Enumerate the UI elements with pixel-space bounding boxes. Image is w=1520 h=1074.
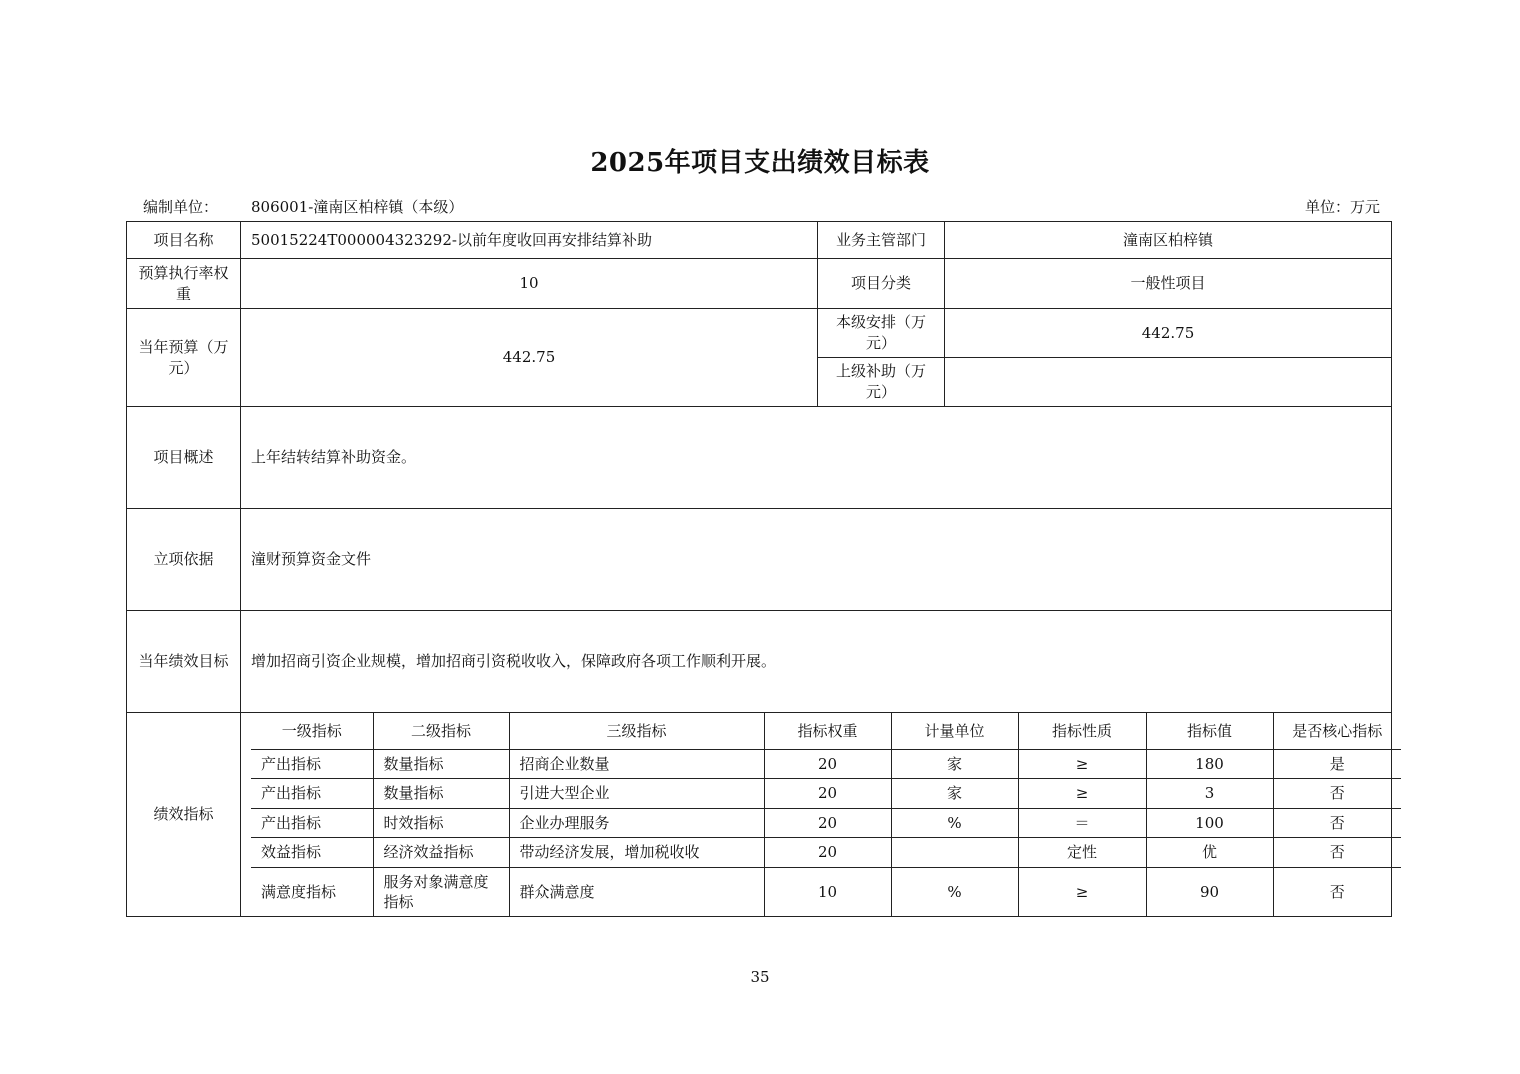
category-value: 一般性项目 — [945, 259, 1392, 309]
table-row — [251, 749, 1401, 778]
overview-value: 上年结转结算补助资金。 — [241, 407, 1392, 509]
cell-level1: 产出指标 — [251, 778, 373, 808]
cell-weight: 20 — [764, 778, 891, 808]
indicators-table — [251, 713, 1401, 916]
cell-unit: % — [891, 808, 1018, 837]
unit-value: 806001-潼南区柏梓镇（本级） — [251, 198, 464, 216]
table-row — [251, 808, 1401, 837]
cell-unit: % — [891, 867, 1018, 916]
indicators-label: 绩效指标 — [127, 713, 241, 917]
cell-level2: 数量指标 — [373, 749, 509, 778]
unit-label: 编制单位： — [143, 198, 219, 216]
cell-nature: ＝ — [1018, 808, 1146, 837]
cell-level3: 招商企业数量 — [509, 749, 764, 778]
cell-unit: 家 — [891, 778, 1018, 808]
cell-level3: 带动经济发展，增加税收收 — [509, 837, 764, 867]
cell-weight: 10 — [764, 867, 891, 916]
page-number: 35 — [750, 968, 770, 986]
basis-value: 潼财预算资金文件 — [241, 509, 1392, 611]
header-nature: 指标性质 — [1018, 713, 1146, 749]
cell-core: 是 — [1273, 749, 1401, 778]
cell-core: 否 — [1273, 837, 1401, 867]
cell-unit: 家 — [891, 749, 1018, 778]
header-core: 是否核心指标 — [1273, 713, 1401, 749]
cell-value: 优 — [1146, 837, 1273, 867]
cell-core: 否 — [1273, 808, 1401, 837]
cell-nature: ≥ — [1018, 778, 1146, 808]
performance-table — [126, 221, 1392, 917]
cell-level2: 服务对象满意度指标 — [373, 867, 509, 916]
cell-level3: 群众满意度 — [509, 867, 764, 916]
table-row — [251, 867, 1401, 916]
dept-label: 业务主管部门 — [818, 222, 945, 259]
indicators-cell — [241, 713, 1392, 917]
cell-weight: 20 — [764, 837, 891, 867]
cell-level1: 满意度指标 — [251, 867, 373, 916]
cell-unit — [891, 837, 1018, 867]
table-row — [251, 837, 1401, 867]
cell-nature: ≥ — [1018, 749, 1146, 778]
cell-value: 100 — [1146, 808, 1273, 837]
cell-weight: 20 — [764, 808, 891, 837]
weight-value: 10 — [241, 259, 818, 309]
local-label: 本级安排（万元） — [818, 309, 945, 358]
currency-label: 单位：万元 — [1304, 198, 1380, 216]
budget-label: 当年预算（万元） — [127, 309, 241, 407]
cell-nature: 定性 — [1018, 837, 1146, 867]
upper-label: 上级补助（万元） — [818, 358, 945, 407]
cell-level2: 数量指标 — [373, 778, 509, 808]
cell-level1: 效益指标 — [251, 837, 373, 867]
header-value: 指标值 — [1146, 713, 1273, 749]
header-unit: 计量单位 — [891, 713, 1018, 749]
header-weight: 指标权重 — [764, 713, 891, 749]
goal-value: 增加招商引资企业规模，增加招商引资税收收入，保障政府各项工作顺利开展。 — [241, 611, 1392, 713]
cell-value: 180 — [1146, 749, 1273, 778]
budget-value: 442.75 — [241, 309, 818, 407]
goal-label: 当年绩效目标 — [127, 611, 241, 713]
dept-value: 潼南区柏梓镇 — [945, 222, 1392, 259]
project-name-value: 50015224T000004323292-以前年度收回再安排结算补助 — [241, 222, 818, 259]
cell-core: 否 — [1273, 867, 1401, 916]
local-value: 442.75 — [945, 309, 1392, 358]
overview-label: 项目概述 — [127, 407, 241, 509]
cell-level1: 产出指标 — [251, 808, 373, 837]
cell-core: 否 — [1273, 778, 1401, 808]
cell-level2: 经济效益指标 — [373, 837, 509, 867]
header-level3: 三级指标 — [509, 713, 764, 749]
weight-label: 预算执行率权重 — [127, 259, 241, 309]
project-name-label: 项目名称 — [127, 222, 241, 259]
cell-level3: 引进大型企业 — [509, 778, 764, 808]
cell-value: 90 — [1146, 867, 1273, 916]
indicators-header-row — [251, 713, 1401, 749]
cell-level2: 时效指标 — [373, 808, 509, 837]
upper-value — [945, 358, 1392, 407]
header-level2: 二级指标 — [373, 713, 509, 749]
cell-weight: 20 — [764, 749, 891, 778]
cell-nature: ≥ — [1018, 867, 1146, 916]
cell-level1: 产出指标 — [251, 749, 373, 778]
table-row — [251, 778, 1401, 808]
header-level1: 一级指标 — [251, 713, 373, 749]
cell-level3: 企业办理服务 — [509, 808, 764, 837]
category-label: 项目分类 — [818, 259, 945, 309]
cell-value: 3 — [1146, 778, 1273, 808]
page-title: 2025年项目支出绩效目标表 — [590, 148, 930, 178]
basis-label: 立项依据 — [127, 509, 241, 611]
